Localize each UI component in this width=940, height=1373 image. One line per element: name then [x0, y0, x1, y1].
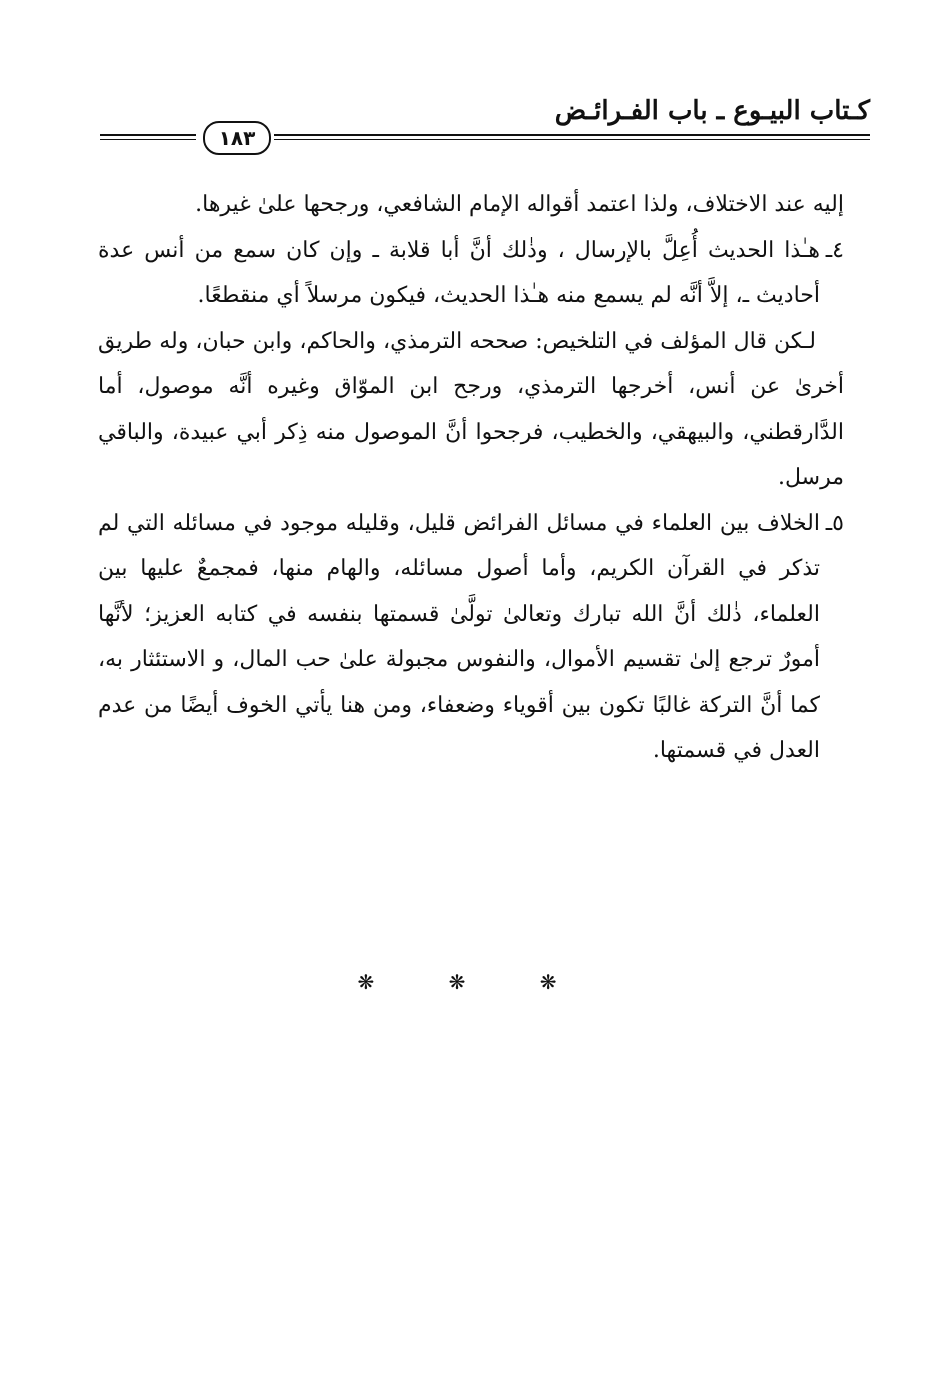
page-number: ١٨٣	[203, 121, 271, 155]
paragraph-continuation: إليه عند الاختلاف، ولذا اعتمد أقواله الإمام الشافعي، ورجحها علىٰ غيرها.	[195, 192, 844, 217]
note-text: هـٰذا الحديث أُعِلَّ بالإرسال ، وذٰلك أنَّ أبا قلابة ـ وإن كان سمع من أنس عدة أحاديث ـ، إلاَّ أنَّه لم يسمع منه هـٰذا الحديث، فيكون مرسلاً أي منقطعًا.	[98, 237, 820, 308]
note-number: ٤ـ	[825, 237, 844, 263]
header-rule-right	[274, 134, 870, 140]
note-5	[98, 501, 844, 774]
body-text	[98, 182, 844, 774]
page-header	[100, 96, 870, 158]
page-title: كـتاب البيـوع ـ باب الفـرائـض	[554, 96, 870, 126]
note-number: ٥ـ	[825, 510, 844, 536]
header-rule-left	[100, 134, 196, 140]
asterism-icon: ❋	[539, 970, 583, 994]
asterism-icon: ❋	[357, 970, 401, 994]
section-separator	[0, 970, 940, 994]
note-4	[98, 228, 844, 319]
paragraph-talkhis: لـكن قال المؤلف في التلخيص: صححه الترمذي، والحاكم، وابن حبان، وله طريق أخرىٰ عن أنس، أخرجها الترمذي، ورجح ابن الموّاق وغيره أنَّه موصول، أما الدَّارقطني، والبيهقي، والخطيب، فرجحوا أنَّ الموصول منه ذِكر أبي عبيدة، والباقي مرسل.	[98, 328, 844, 490]
note-text: الخلاف بين العلماء في مسائل الفرائض قليل، وقليله موجود في مسائله التي لم تذكر في القرآن الكريم، وأما أصول مسائله، والهام منها، فمجمعٌ عليها بين العلماء، ذٰلك أنَّ الله تبارك وتعالىٰ تولَّىٰ قسمتها بنفسه في كتابه العزيز؛ لأنَّها أمورٌ ترجع إلىٰ تقسيم الأموال، والنفوس مجبولة علىٰ حب المال، و الاستئثار به، كما أنَّ التركة غالبًا تكون بين أقوياء وضعفاء، ومن هنا يأتي الخوف أيضًا من عدم العدل في قسمتها.	[98, 510, 820, 763]
asterism-icon: ❋	[448, 970, 492, 994]
